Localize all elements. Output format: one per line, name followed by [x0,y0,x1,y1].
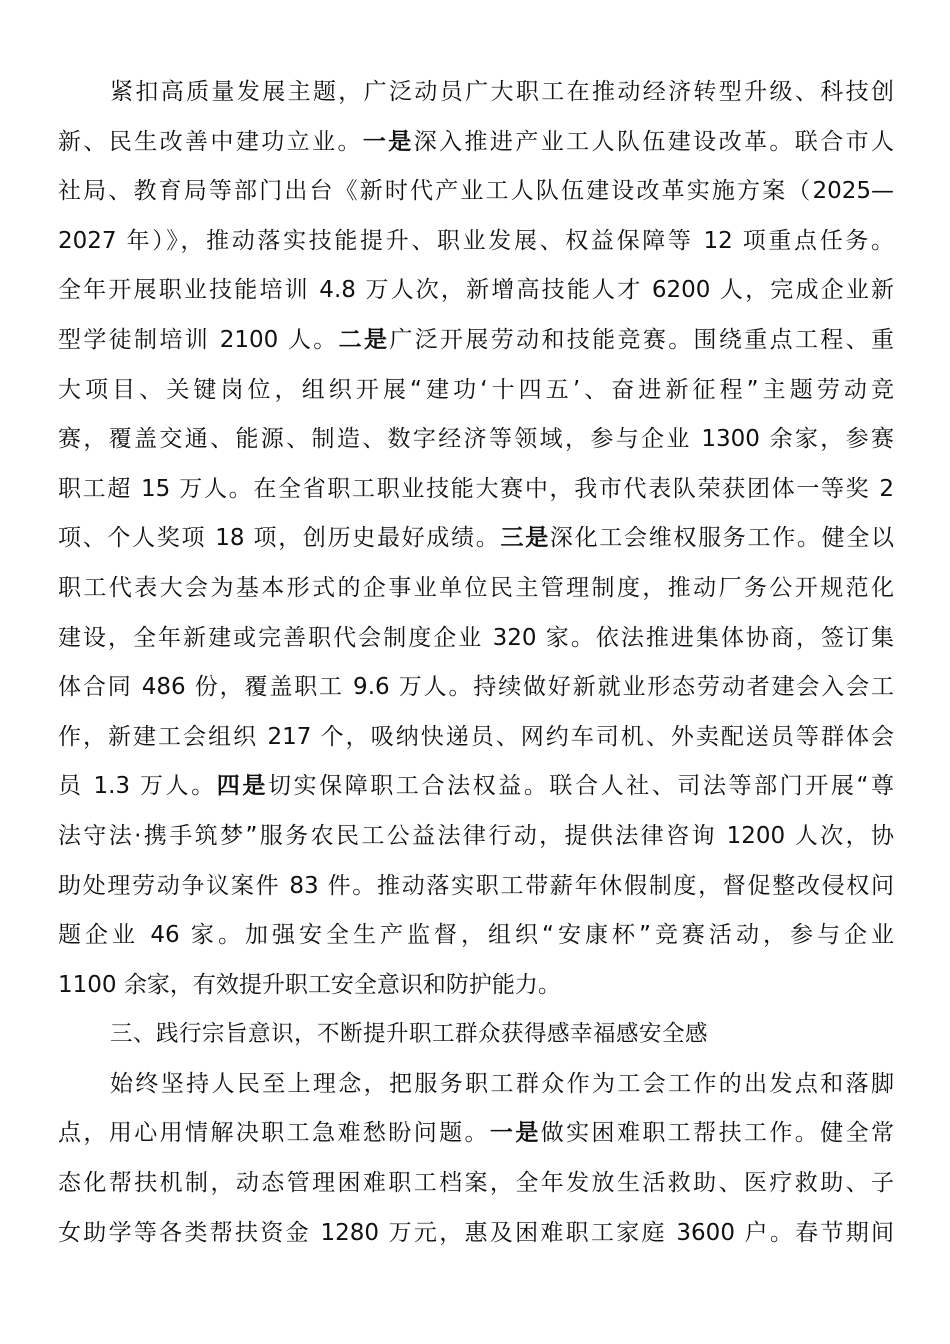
text-line [58,1060,894,1110]
text-line [58,1209,894,1259]
text-line [58,862,894,912]
text-run: 项、个人奖项 18 项，创历史最好成绩。 [58,525,501,552]
text-run: 助处理劳动争议案件 83 件。推动落实职工带薪年休假制度，督促整改侵权问 [58,872,894,899]
text-line [58,366,894,416]
text-line [58,415,894,465]
text-line [58,1109,894,1159]
text-line [58,564,894,614]
text-line [58,514,894,564]
text-run: 紧扣高质量发展主题，广泛动员广大职工在推动经济转型升级、科技创 [110,79,894,105]
text-run: 深化工会维权服务工作。健全以 [549,525,895,552]
text-run: 新、民生改善中建功立业。 [58,128,363,155]
bold-lead-phrase: 一是 [489,1120,541,1147]
text-run: 作，新建工会组织 217 个，吸纳快递员、网约车司机、外卖配送员等群体会 [58,723,894,750]
text-line [58,614,894,664]
text-run: 三、践行宗旨意识，不断提升职工群众获得感幸福感安全感 [110,1021,709,1048]
text-run: 切实保障职工合法权益。联合人社、司法等部门开展“尊 [267,773,895,800]
text-line [58,266,894,316]
text-line [58,713,894,763]
text-line [58,1159,894,1209]
bold-lead-phrase: 三是 [500,525,550,552]
text-line [58,217,894,267]
text-run: 点，用心用情解决职工急难愁盼问题。 [58,1120,490,1147]
text-run: 2027 年）》，推动落实技能提升、职业发展、权益保障等 12 项重点任务。 [58,227,894,254]
text-run: 员 1.3 万人。 [58,773,217,800]
text-line [58,68,894,118]
text-run: 1100 余家，有效提升职工安全意识和防护能力。 [58,971,561,998]
text-run: 法守法·携手筑梦”服务农民工公益法律行动，提供法律咨询 1200 人次，协 [58,822,894,849]
bold-lead-phrase: 一是 [362,128,414,155]
text-run: 深入推进产业工人队伍建设改革。联合市人 [413,128,894,155]
text-run: 体合同 486 份，覆盖职工 9.6 万人。持续做好新就业形态劳动者建会入会工 [58,674,894,701]
bold-lead-phrase: 四是 [216,773,268,800]
text-line [58,812,894,862]
text-run: 做实困难职工帮扶工作。健全常 [540,1120,894,1147]
text-line [58,911,894,961]
text-run: 广泛开展劳动和技能竞赛。围绕重点工程、重 [389,326,895,353]
body-paragraph [58,68,894,1010]
section-heading [58,1010,894,1060]
text-run: 态化帮扶机制，动态管理困难职工档案，全年发放生活救助、医疗救助、子 [58,1170,894,1197]
text-run: 女助学等各类帮扶资金 1280 万元，惠及困难职工家庭 3600 户。春节期间 [58,1219,894,1246]
text-line [58,465,894,515]
text-run: 全年开展职业技能培训 4.8 万人次，新增高技能人才 6200 人，完成企业新 [58,277,894,304]
text-line [58,167,894,217]
text-run: 职工代表大会为基本形式的企事业单位民主管理制度，推动厂务公开规范化 [58,574,894,601]
text-line [58,316,894,366]
document-page [58,68,894,1258]
text-line [58,663,894,713]
text-run: 型学徒制培训 2100 人。 [58,326,339,353]
text-run: 社局、教育局等部门出台《新时代产业工人队伍建设改革实施方案（2025— [58,178,894,205]
text-line [58,118,894,168]
bold-lead-phrase: 二是 [338,326,390,353]
text-line [58,762,894,812]
text-run: 赛，覆盖交通、能源、制造、数字经济等领域，参与企业 1300 余家，参赛 [58,426,894,453]
text-run: 大项目、关键岗位，组织开展“建功‘十四五’、奋进新征程”主题劳动竞 [58,376,894,403]
text-run: 题企业 46 家。加强安全生产监督，组织“安康杯”竞赛活动，参与企业 [58,922,894,949]
text-line [58,1010,894,1060]
text-line [58,961,894,1011]
body-paragraph [58,1060,894,1258]
text-run: 职工超 15 万人。在全省职工职业技能大赛中，我市代表队荣获团体一等奖 2 [58,475,894,502]
text-run: 建设，全年新建或完善职代会制度企业 320 家。依法推进集体协商，签订集 [58,624,894,651]
text-run: 始终坚持人民至上理念，把服务职工群众作为工会工作的出发点和落脚 [110,1070,894,1097]
